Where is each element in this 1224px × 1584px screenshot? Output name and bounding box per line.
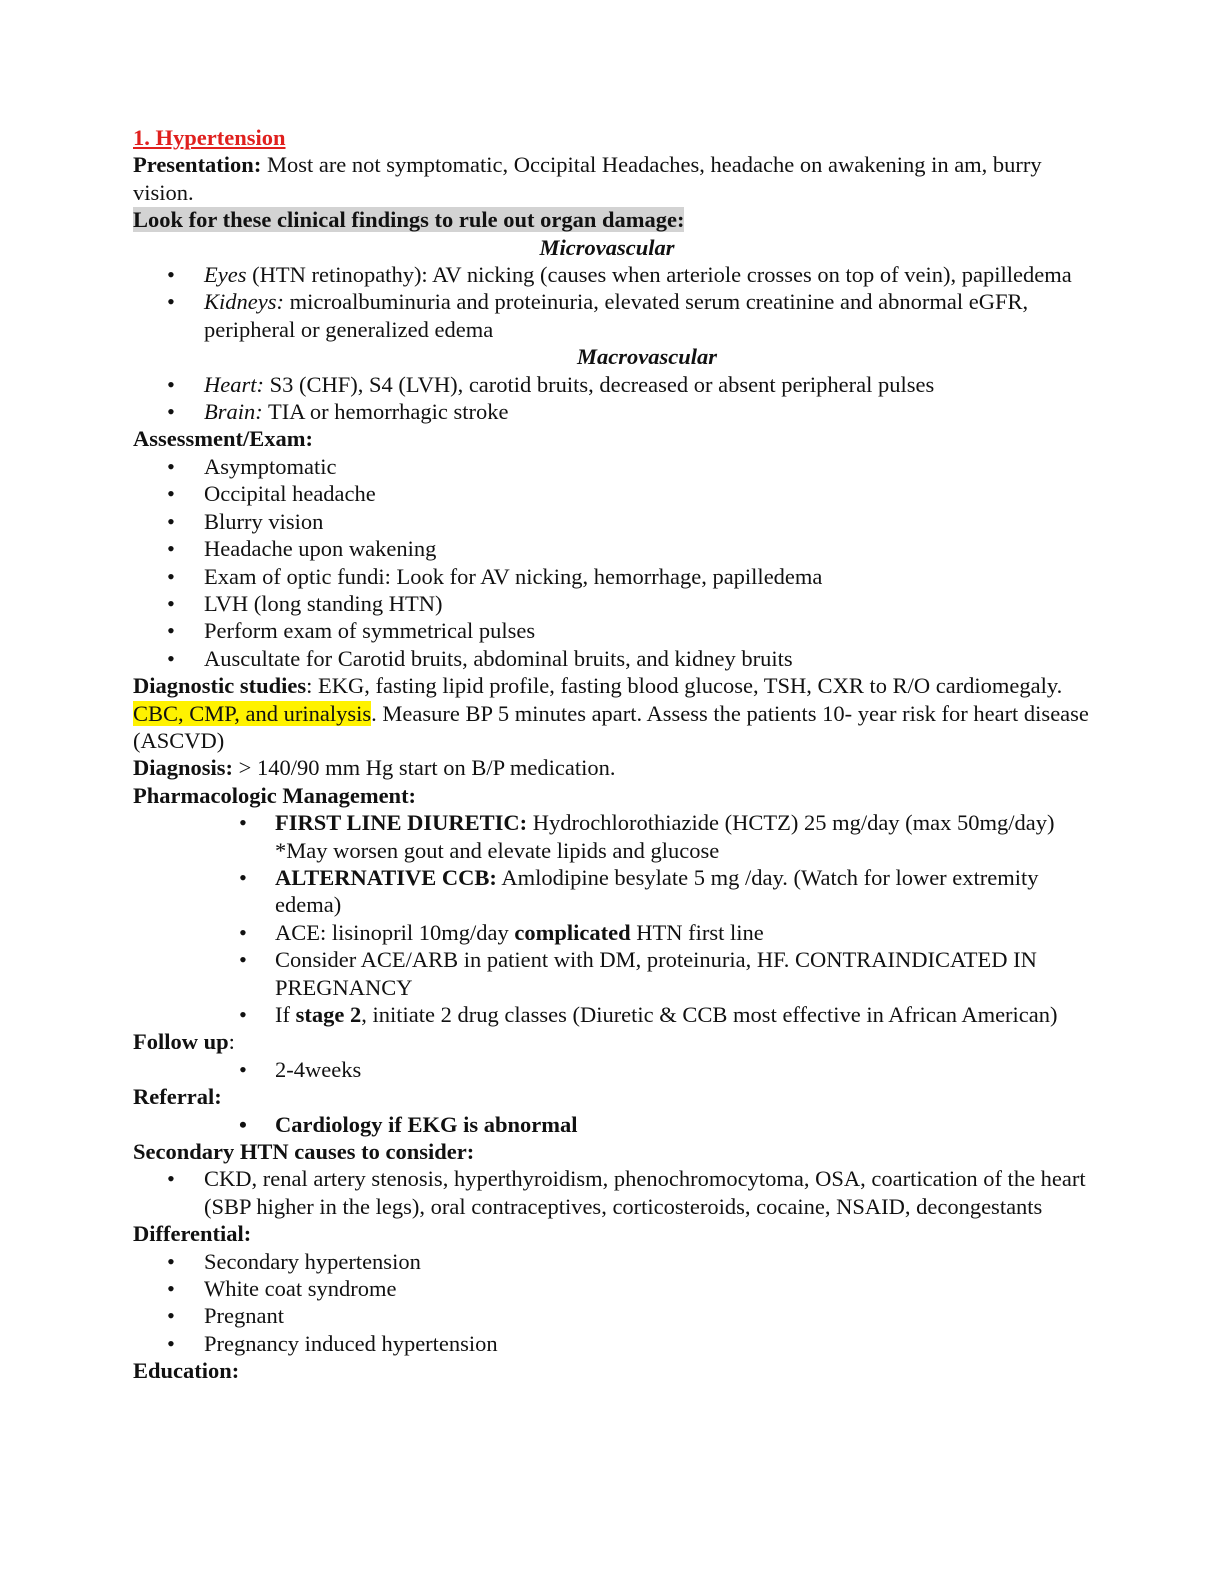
list-item: • Asymptomatic [133,453,1093,480]
assessment-label: Assessment/Exam: [133,426,313,452]
list-item: • Cardiology if EKG is abnormal [133,1111,1093,1138]
macrovascular-heading: Macrovascular [577,344,717,370]
organ-damage-heading: Look for these clinical findings to rule out organ damage: [133,207,685,233]
follow-up-list [133,1056,1093,1083]
education-label: Education: [133,1358,240,1384]
section-title: 1. Hypertension [133,125,286,150]
differential-label: Differential: [133,1221,252,1247]
list-item: • Blurry vision [133,508,1093,535]
list-item: • Perform exam of symmetrical pulses [133,617,1093,644]
assessment-list [133,453,1093,672]
list-item: • LVH (long standing HTN) [133,590,1093,617]
list-item: • Brain: TIA or hemorrhagic stroke [133,398,1093,425]
list-item: • FIRST LINE DIURETIC: Hydrochlorothiazide (HCTZ) 25 mg/day (max 50mg/day) *May worsen gout and elevate lipids and glucose [133,809,1093,864]
microvascular-list [133,261,1093,343]
pharm-list [133,809,1093,1028]
list-item: • Occipital headache [133,480,1093,507]
highlighted-labs: CBC, CMP, and urinalysis [133,700,372,726]
differential-list [133,1248,1093,1358]
list-item: • Kidneys: microalbuminuria and proteinuria, elevated serum creatinine and abnormal eGFR, peripheral or generalized edema [133,288,1093,343]
macrovascular-list [133,371,1093,426]
list-item: • Exam of optic fundi: Look for AV nicking, hemorrhage, papilledema [133,563,1093,590]
list-item: • CKD, renal artery stenosis, hyperthyroidism, phenochromocytoma, OSA, coartication of the heart (SBP higher in the legs), oral contraceptives, corticosteroids, cocaine, NSAID, decongestants [133,1165,1093,1220]
follow-up-label: Follow up: [133,1029,235,1055]
diagnostic-paragraph: Diagnostic studies: EKG, fasting lipid profile, fasting blood glucose, TSH, CXR to R/O cardiomegaly. CBC, CMP, and urinalysis. Measure BP 5 minutes apart. Assess the patients 10- year risk for heart disease (ASCVD) [133,673,1089,753]
list-item: • 2-4weeks [133,1056,1093,1083]
list-item: • Consider ACE/ARB in patient with DM, proteinuria, HF. CONTRAINDICATED IN PREGNANCY [133,946,1093,1001]
list-item: • If stage 2, initiate 2 drug classes (Diuretic & CCB most effective in African American) [133,1001,1093,1028]
list-item: • ACE: lisinopril 10mg/day complicated HTN first line [133,919,1093,946]
list-item: • Headache upon wakening [133,535,1093,562]
list-item: • White coat syndrome [133,1275,1093,1302]
list-item: • Heart: S3 (CHF), S4 (LVH), carotid bruits, decreased or absent peripheral pulses [133,371,1093,398]
list-item: • Pregnancy induced hypertension [133,1330,1093,1357]
document-page [133,124,1093,1385]
secondary-label: Secondary HTN causes to consider: [133,1139,475,1165]
list-item: • Eyes (HTN retinopathy): AV nicking (causes when arteriole crosses on top of vein), papilledema [133,261,1093,288]
list-item: • Pregnant [133,1302,1093,1329]
list-item: • ALTERNATIVE CCB: Amlodipine besylate 5 mg /day. (Watch for lower extremity edema) [133,864,1093,919]
list-item: • Secondary hypertension [133,1248,1093,1275]
list-item: • Auscultate for Carotid bruits, abdominal bruits, and kidney bruits [133,645,1093,672]
pharm-label: Pharmacologic Management: [133,782,417,808]
referral-list [133,1111,1093,1138]
presentation-label: Presentation: [133,152,262,178]
presentation-paragraph [133,151,1093,206]
microvascular-heading: Microvascular [539,234,675,260]
secondary-list [133,1165,1093,1220]
diagnosis-paragraph: Diagnosis: > 140/90 mm Hg start on B/P medication. [133,755,616,781]
referral-label: Referral: [133,1084,222,1110]
presentation-text: Most are not symptomatic, Occipital Headaches, headache on awakening in am, burry vision. [133,152,1042,205]
